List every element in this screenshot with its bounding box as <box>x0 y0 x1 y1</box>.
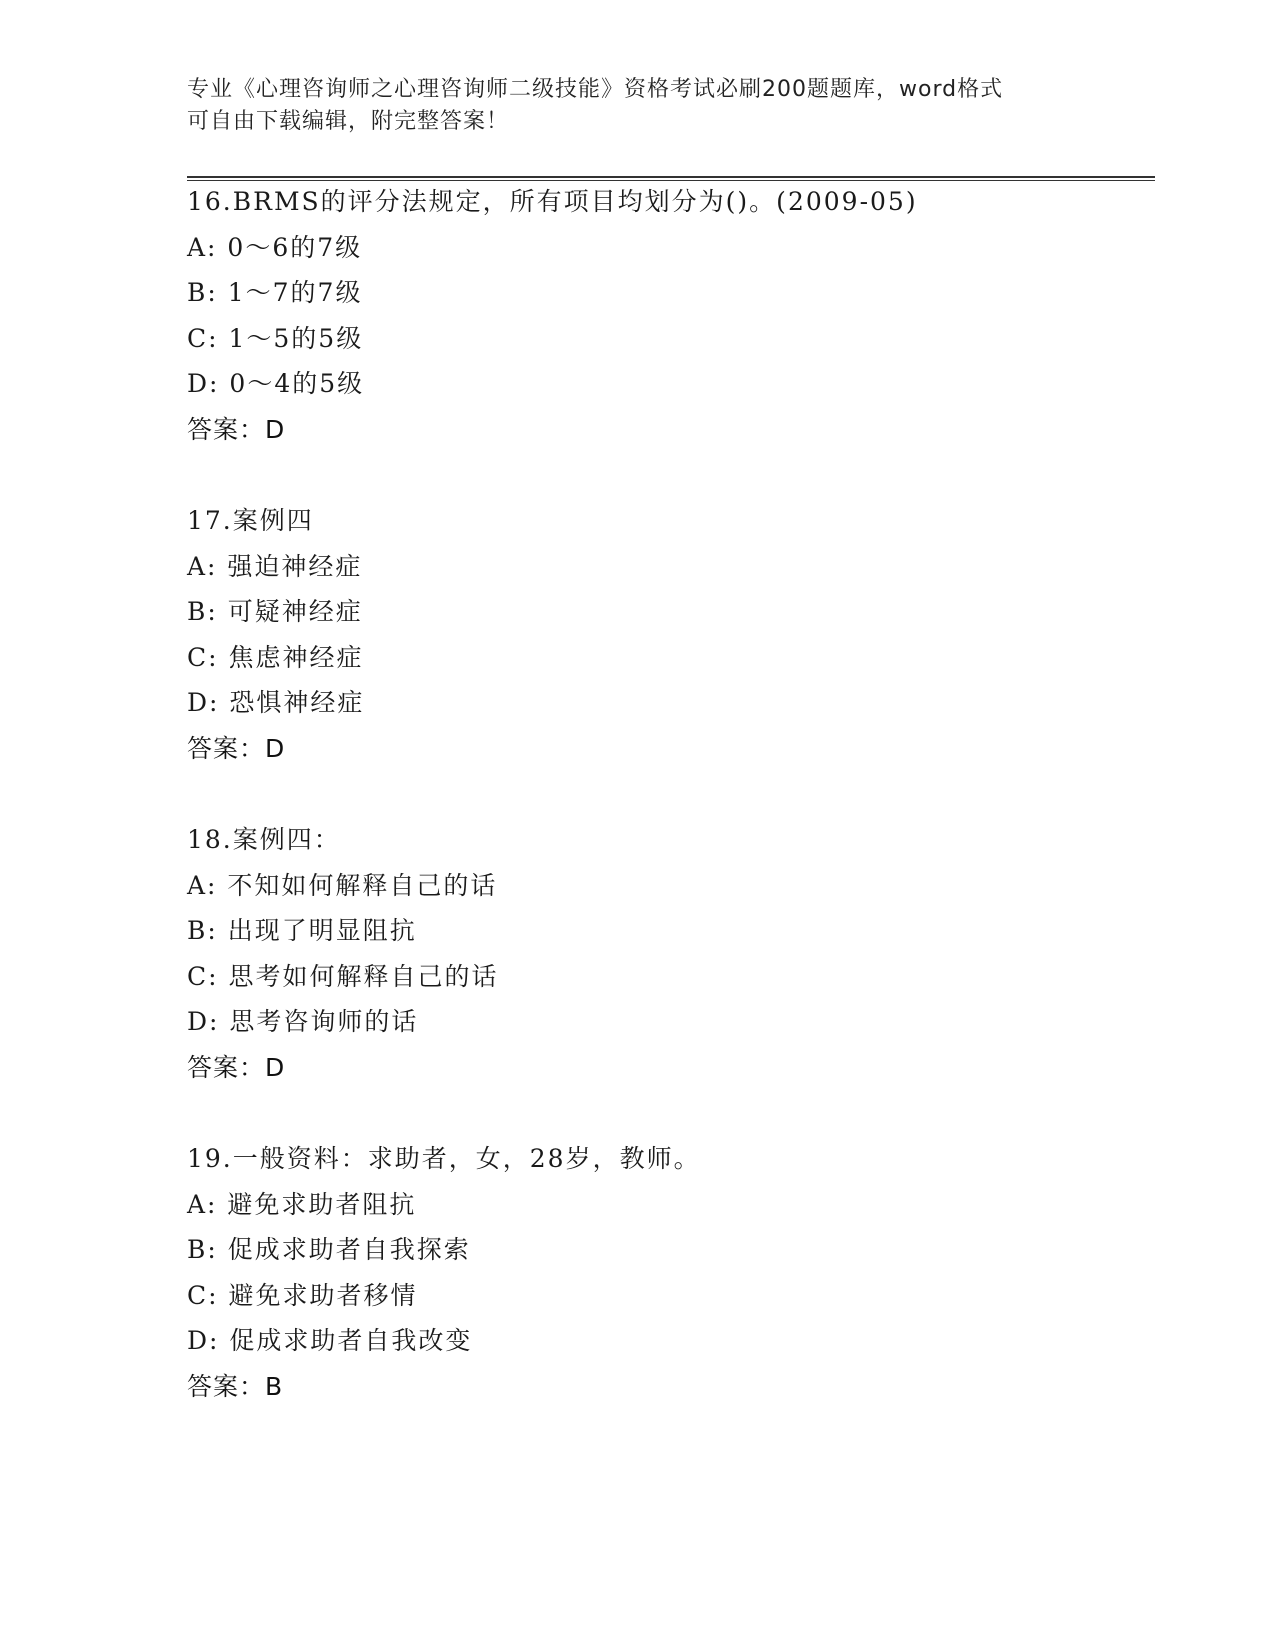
answer-value: D <box>265 414 286 444</box>
header-line-1: 专业《心理咨询师之心理咨询师二级技能》资格考试必刷200题题库，word格式 <box>187 77 1004 102</box>
question-19 <box>187 1136 1087 1409</box>
question-stem: 17.案例四 <box>187 506 314 535</box>
answer-line <box>187 1045 1087 1091</box>
option-c: C: 1～5的5级 <box>187 323 364 353</box>
option-c: C: 焦虑神经症 <box>187 642 364 672</box>
option-b: B: 1～7的7级 <box>187 278 363 307</box>
question-18 <box>187 817 1087 1090</box>
option-d: D: 促成求助者自我改变 <box>187 1326 473 1355</box>
header-line-2: 可自由下载编辑，附完整答案！ <box>187 109 510 134</box>
answer-value: B <box>265 1371 284 1401</box>
option-a: A: 避免求助者阻抗 <box>187 1189 417 1219</box>
option-d: D: 思考咨询师的话 <box>187 1007 419 1036</box>
answer-value: D <box>265 733 286 763</box>
question-stem: 16.BRMS的评分法规定，所有项目均划分为()。(2009-05) <box>187 187 918 216</box>
answer-value: D <box>265 1052 286 1082</box>
option-c: C: 避免求助者移情 <box>187 1280 418 1310</box>
option-b: B: 出现了明显阻抗 <box>187 916 417 945</box>
option-d: D: 0～4的5级 <box>187 369 365 398</box>
document-header <box>187 74 1087 138</box>
option-a: A: 不知如何解释自己的话 <box>187 870 498 900</box>
answer-label: 答案： <box>187 733 266 763</box>
answer-label: 答案： <box>187 414 266 444</box>
question-17 <box>187 498 1087 771</box>
option-b: B: 可疑神经症 <box>187 597 363 626</box>
option-a: A: 0～6的7级 <box>187 232 363 262</box>
answer-line <box>187 407 1087 453</box>
answer-line <box>187 726 1087 772</box>
question-stem: 19.一般资料：求助者，女，28岁，教师。 <box>187 1144 701 1173</box>
option-b: B: 促成求助者自我探索 <box>187 1235 471 1264</box>
option-c: C: 思考如何解释自己的话 <box>187 961 499 991</box>
question-16 <box>187 179 1087 452</box>
answer-label: 答案： <box>187 1052 266 1082</box>
answer-line <box>187 1364 1087 1410</box>
answer-label: 答案： <box>187 1371 266 1401</box>
question-stem: 18.案例四： <box>187 825 341 854</box>
option-d: D: 恐惧神经症 <box>187 688 365 717</box>
option-a: A: 强迫神经症 <box>187 551 363 581</box>
